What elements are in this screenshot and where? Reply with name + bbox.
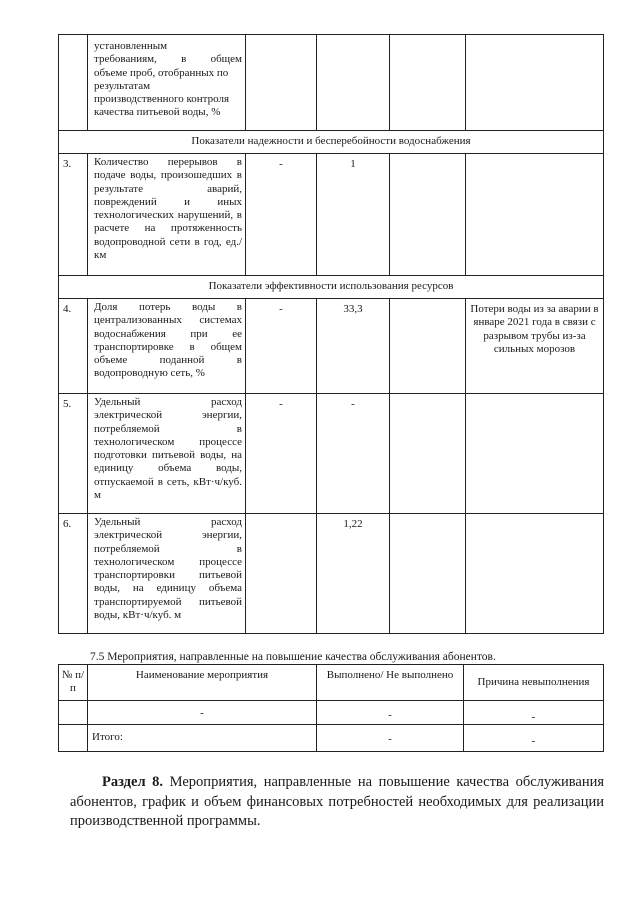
row-description: Количество перерывов в подаче воды, произошедших в результате аварий, повреждений и иных технологических нарушений, в расчете на протяженность водопроводной сети в год, ед./км [88,154,246,276]
row-number: 5. [59,394,88,514]
header-num: № п/п [59,665,88,701]
table-row-total [59,725,604,751]
section-7-5-title: 7.5 Мероприятия, направленные на повышение качества обслуживания абонентов. [90,651,496,663]
header-status: Выполнено/ Не выполнено [317,665,464,701]
measure-status: - [317,701,464,725]
row-note: Потери воды из за аварии в январе 2021 года в связи с разрывом трубы из-за сильных морозов [466,299,604,394]
row-number: 3. [59,154,88,276]
total-reason: - [464,725,604,751]
row-description: Доля потерь воды в централизованных системах водоснабжения при ее транспортировке в общем объеме поданной в водопроводную сеть, % [88,299,246,394]
header-reason: Причина невыполнения [464,665,604,701]
table-row-continued [59,35,604,131]
row-number: 6. [59,514,88,634]
section-8-label: Раздел 8. [102,774,164,790]
measures-table [58,664,604,752]
plan-value: - [246,299,317,394]
table-row-6 [59,514,604,634]
table-row-3 [59,154,604,276]
actual-value: - [317,394,390,514]
measure-name: - [88,701,317,725]
total-label: Итого: [88,725,317,751]
header-name: Наименование мероприятия [88,665,317,701]
section-8-text: Мероприятия, направленные на повышение качества обслуживания абонентов, график и объем финансовых потребностей необходимых для реализации производственной программы. [70,774,605,829]
actual-value: 33,3 [317,299,390,394]
table-row-5 [59,394,604,514]
total-status: - [317,725,464,751]
row-cont-description: установленным требованиям, в общем объеме проб, отобранных по результатам производственного контроля качества питьевой воды, % [88,35,246,131]
table-row [59,701,604,725]
actual-value: 1 [317,154,390,276]
row-description: Удельный расход электрической энергии, потребляемой в технологическом процессе транспортировки питьевой воды, на единицу объема транспортируемой питьевой воды, кВт·ч/куб. м [88,514,246,634]
section-reliability-heading: Показатели надежности и бесперебойности водоснабжения [59,131,604,154]
measure-reason: - [464,701,604,725]
plan-value: - [246,394,317,514]
indicators-table [58,34,604,634]
actual-value: 1,22 [317,514,390,634]
row-description: Удельный расход электрической энергии, потребляемой в технологическом процессе подготовки питьевой воды, на единицу объема воды, отпускаемой в сеть, кВт·ч/куб. м [88,394,246,514]
table-row-4 [59,299,604,394]
table-header-row [59,665,604,701]
plan-value: - [246,154,317,276]
section-efficiency-heading: Показатели эффективности использования ресурсов [59,276,604,299]
section-8-paragraph [70,773,604,832]
row-number: 4. [59,299,88,394]
